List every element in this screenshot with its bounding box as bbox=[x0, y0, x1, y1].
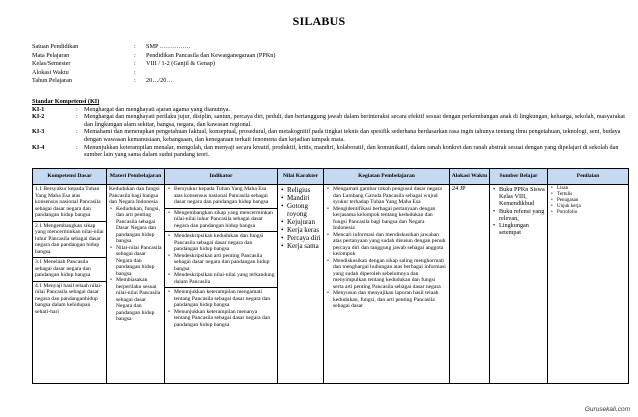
info-colon: : bbox=[134, 43, 136, 50]
info-row bbox=[32, 43, 275, 52]
info-row bbox=[32, 60, 275, 69]
info-value: VIII / 1-2 (Ganjil & Genap) bbox=[146, 60, 215, 68]
sumber-item: • Buku refensi yang relevan, bbox=[492, 208, 545, 222]
nilai-item: • Religius bbox=[280, 186, 321, 194]
indikator-group bbox=[167, 210, 275, 230]
column-header: Penilaian bbox=[548, 169, 629, 185]
info-key: Tahun Pelajaran bbox=[32, 77, 72, 85]
column-header: Kompetensi Dasar bbox=[33, 169, 107, 185]
ki-item bbox=[32, 106, 628, 114]
syllabus-table bbox=[32, 168, 629, 384]
row-divider bbox=[165, 208, 277, 209]
column-header: Indikator bbox=[165, 169, 278, 185]
info-colon: : bbox=[134, 77, 136, 85]
indikator-item: • Menunjukkan keterampilan menanya tentang Pancasila sebagai dasar negara dan pandangan hidup bangsa bbox=[167, 309, 275, 329]
ki-text: Memahami dan menerapkan pengetahuan faktual, konseptual, prosedural, dan metakognitif pada tingkat teknis dan spesifik sederhana berdasarkan rasa ingin tahunya tentang ilmu pengetahuan, teknologi, seni, budaya dengan wawasan kemanusiaan, kebangsaan, dan kenegaraan terkait fenomena dan kejadian tampak mata. bbox=[84, 128, 621, 143]
ki-item bbox=[32, 144, 628, 159]
indikator-group bbox=[167, 233, 275, 285]
info-value: 20…/20… bbox=[146, 77, 173, 85]
sumber-cell bbox=[490, 185, 548, 384]
indikator-item: • Mengembangkan sikap yang mencerminkan nilai-nilai luhur Pancasila sebagai dasar negara dan pandangan hidup bangsa bbox=[167, 210, 275, 230]
sumber-item: • Buku PPKn Siswa Kelas VIII, Kemendikbud bbox=[492, 186, 545, 208]
kegiatan-cell bbox=[324, 185, 450, 384]
sumber-item: • Lingkungan setempat bbox=[492, 222, 545, 236]
row-divider bbox=[33, 281, 106, 282]
indikator-cell bbox=[165, 185, 278, 384]
nilai-item: • Gotong royong bbox=[280, 202, 321, 218]
penilaian-item: • Penugasan bbox=[550, 198, 626, 204]
nilai-item: • Kejujuran bbox=[280, 218, 321, 226]
info-key: Kelas/Semester bbox=[32, 60, 71, 68]
info-row bbox=[32, 69, 275, 78]
ki-text: Menghargai dan menghayati perilaku jujur, disiplin, santun, percaya diri, peduli, dan bertanggung jawab dalam berinteraksi secara efektif sesuai dengan perkembangan anak di lingkungan, keluarga, sekolah, masyarakat dan lingkungan alam sekitar, bangsa, negara, dan kawasan regional. bbox=[84, 113, 625, 128]
row-divider bbox=[165, 231, 277, 232]
indikator-item: • Mendeskripsikan kedudukan dan fungsi Pancasila sebagai dasar negara dan pandangan hidup bangsa bbox=[167, 233, 275, 253]
alokasi-cell: 24 JP bbox=[450, 185, 490, 384]
penilaian-item: • Unjuk kerja bbox=[550, 204, 626, 210]
kegiatan-item: • Menyusun dan menyajikan laporan hasil telaah kedudukan, fungsi, dan arti penting Pancasila sebagai dasar bbox=[326, 290, 447, 310]
ki-colon: : bbox=[76, 113, 78, 121]
info-colon: : bbox=[134, 60, 136, 68]
materi-item: • Kedudukan, fungsi, dan arti penting Pancasila sebagai Dasar Negara dan pandangan hidup bangsa bbox=[109, 206, 162, 245]
column-header: Kegiatan Pembelajaran bbox=[324, 169, 450, 185]
ki-colon: : bbox=[76, 105, 78, 113]
ki-label: KI-4 bbox=[32, 143, 45, 151]
penilaian-item: • Lisan bbox=[550, 186, 626, 192]
info-row bbox=[32, 77, 275, 86]
kegiatan-item: • Mendiskusikan dengan sikap saling menghormati dan menghargai hubungan atas berbagai informasi yang sudah diperoleh sebelumnya dan menyimpulkan tentang kedudukan dan fungsi serta arti penting Pancasila sebagai dasar negara bbox=[326, 258, 447, 291]
page-title: SILABUS bbox=[292, 14, 346, 28]
ki-colon: : bbox=[76, 128, 78, 136]
nilai-item: • Kerja keras bbox=[280, 226, 321, 234]
info-value: Pendidikan Pancasila dan Kewarganegaraan (PPKn) bbox=[146, 51, 276, 59]
kd-item: 2.1 Mengembangkan sikap yang mencerminkan nilai-nilai luhur Pancasila sebagai dasar negara dan pandangan hidup bangsa bbox=[35, 222, 104, 255]
table-row bbox=[33, 185, 629, 384]
indikator-group bbox=[167, 289, 275, 328]
kegiatan-item: • Mengidentifikasi berbagai pertanyaan dengan kerjasama kelompok tentang kedudukan dan fungsi Pancasila bagi bangsa dan Negara Indonesia bbox=[326, 206, 447, 232]
column-header: Materi Pembelajaran bbox=[107, 169, 165, 185]
info-key: Mata Pelajaran bbox=[32, 51, 70, 59]
ki-text: Menghargai dan menghayati ajaran agama yang dianutnya. bbox=[84, 105, 231, 113]
info-key: Satuan Pendidikan bbox=[32, 43, 79, 50]
penilaian-cell bbox=[548, 185, 629, 384]
indikator-item: • Mendeskripsikan nilai-nilai yang terkandung dalam Pancasila bbox=[167, 272, 275, 285]
info-colon: : bbox=[134, 68, 136, 76]
info-key: Alokasi Waktu bbox=[32, 68, 69, 76]
table-header-row bbox=[33, 169, 629, 185]
penilaian-item: • Portofolio bbox=[550, 210, 626, 216]
nilai-karakter-cell bbox=[278, 185, 324, 384]
info-colon: : bbox=[134, 51, 136, 59]
ki-label: KI-1 bbox=[32, 105, 45, 113]
ki-heading: Standar Kompetensi (KI) bbox=[32, 98, 100, 105]
penilaian-item: • Tertulis bbox=[550, 192, 626, 198]
kegiatan-item: • Mengamati gambar tokoh pengusul dasar negara dan Lambang Garuda Pancasila sebagai wujud syukur terhadap Tuhan Yang Maha Esa bbox=[326, 186, 447, 206]
nilai-item: • Mandiri bbox=[280, 194, 321, 202]
row-divider bbox=[33, 221, 106, 222]
ki-label: KI-2 bbox=[32, 113, 45, 121]
column-header: Alokasi Waktu bbox=[450, 169, 490, 185]
identity-block bbox=[32, 43, 275, 86]
row-divider bbox=[33, 257, 106, 258]
standar-kompetensi bbox=[32, 98, 628, 159]
kegiatan-item: • Mencari informasi dan mendiskusikan jawaban atas pertanyaan yang sudah disusun dengan penuh percaya diri dan tanggung jawab sebagai anggota kelompok bbox=[326, 232, 447, 258]
row-divider bbox=[165, 287, 277, 288]
column-header: Nilai Karakter bbox=[278, 169, 324, 185]
indikator-item: • Bersyukur kepada Tuhan Yang Maha Esa atas konsensus nasional Pancasila sebagai dasar negara dan pandangan hidup bangsa bbox=[167, 186, 275, 206]
watermark-footer: Gurusekali.com bbox=[584, 406, 630, 413]
ki-colon: : bbox=[76, 143, 78, 151]
info-row bbox=[32, 52, 275, 61]
materi-cell bbox=[107, 185, 165, 384]
materi-intro: Kedudukan dan fungsi Pancasila bagi bangsa dan Negara Indonesia bbox=[109, 186, 160, 205]
nilai-item: • Kerja sama bbox=[280, 242, 321, 250]
kd-item: 3.1 Menelaah Pancasila sebagai dasar negara dan pandangan hidup bangsa bbox=[35, 259, 91, 278]
column-header: Sumber Belajar bbox=[490, 169, 548, 185]
indikator-group bbox=[167, 186, 275, 206]
kd-item: 4.1 Menyaji hasil telaah nilai-nilai Pancasila sebagai dasar negara dan pandanganhidup bangsa dalam kehidupan sehari-hari bbox=[35, 282, 102, 315]
kd-item: 1.1 Bersyukur kepada Tuhan Yang Maha Esa atas konsensus nasional Pancasila sebagai dasar negara dan pandangan hidup bangsa bbox=[35, 186, 101, 218]
indikator-item: • Menunjukkan keterampilan mengamati tentang Pancasila sebagai dasar negara dan pandangan hidup bangsa bbox=[167, 289, 275, 309]
ki-item bbox=[32, 113, 628, 128]
materi-item: • Nilai-nilai Pancasila sebagai dasar Negara dan pandangan hidup bangsa bbox=[109, 245, 162, 278]
ki-item bbox=[32, 128, 628, 143]
ki-label: KI-3 bbox=[32, 128, 45, 136]
info-value: SMP …………… bbox=[146, 43, 191, 50]
materi-item: • Membiasakan berperilaku sesuai nilai-nilai Pancasila sebagai dasar Negara dan pandangan hidup bangsa bbox=[109, 277, 162, 323]
kompetensi-dasar-cell bbox=[33, 185, 107, 384]
ki-text: Menunjukkan keterampilan menalar, mengolah, dan menyaji secara kreatif, produktif, kritis, mandiri, kolaboratif, dan komunikatif, dalam ranah konkret dan ranah abstrak sesuai dengan yang dipelajari di sekolah dan sumber lain yang sama dalam sudut pandang teori. bbox=[84, 143, 619, 159]
nilai-item: • Percaya diri bbox=[280, 234, 321, 242]
indikator-item: • Mendeskripsikan arti penting Pancasila sebagai dasar negara dan pandangan hidup bangsa bbox=[167, 253, 275, 273]
